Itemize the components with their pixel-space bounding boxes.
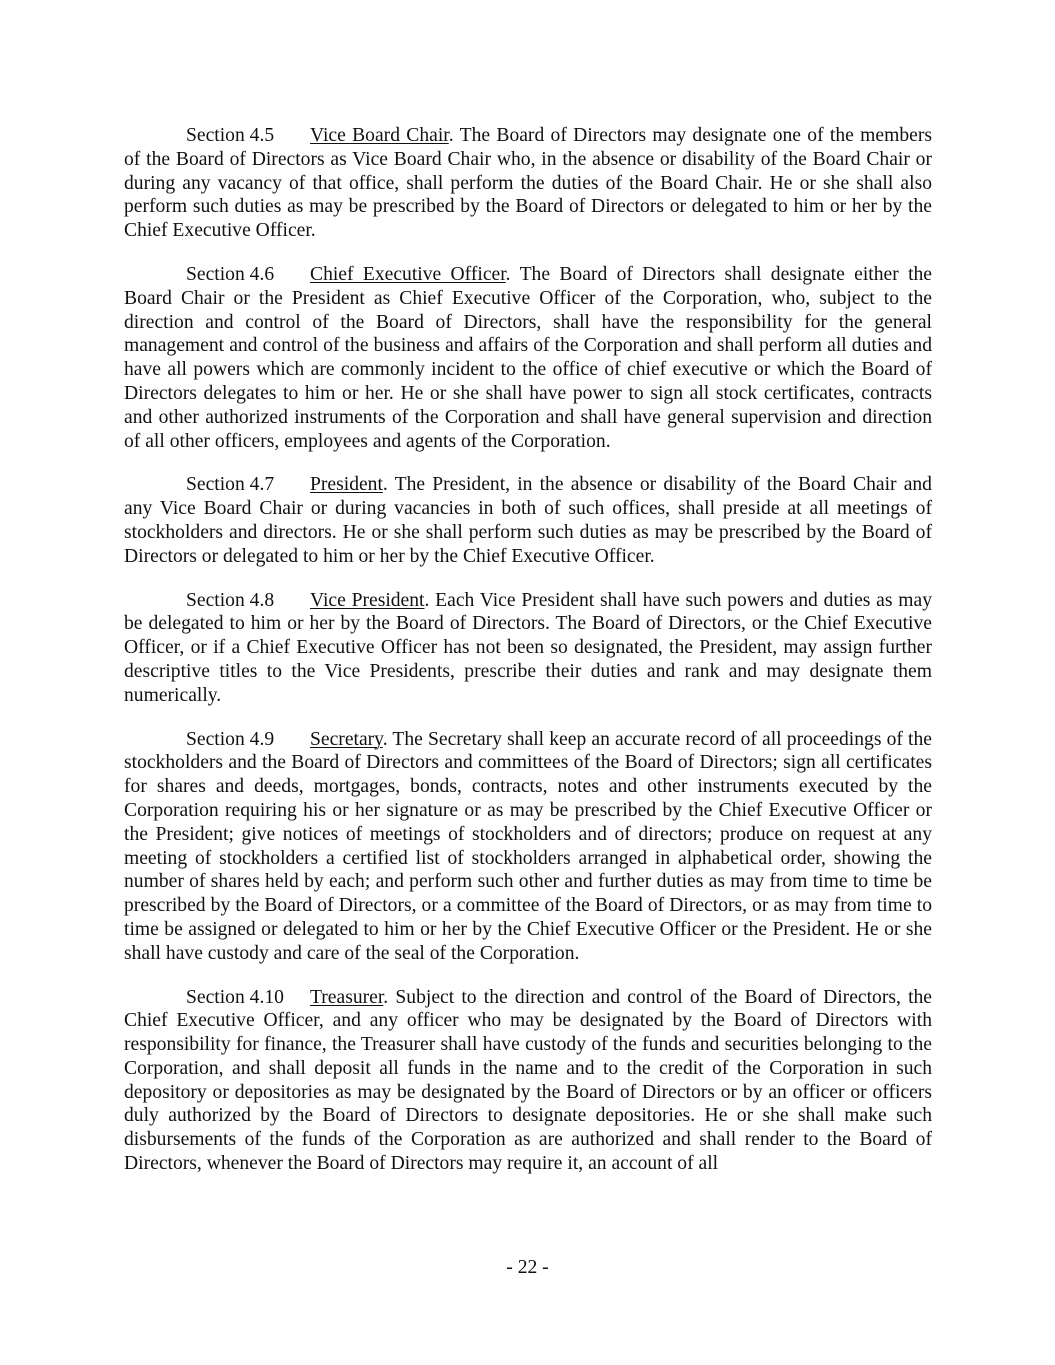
- section-4-5: Section 4.5 Vice Board Chair. The Board of Directors may designate one of the members of the Board of Directors as Vice Board Chair who, in the absence or disability of the Board Chair or during any vacancy of that office, shall perform the duties of the Board Chair. He or she shall also perform such duties as may be prescribed by the Board of Directors or delegated to him or her by the Chief Executive Officer.: [124, 125, 932, 242]
- section-title: Vice President: [310, 589, 425, 611]
- section-4-8: Section 4.8 Vice President. Each Vice President shall have such powers and duties as may be delegated to him or her by the Board of Directors. The Board of Directors, or the Chief Executive Officer, or if a Chief Executive Officer has not been so designated, the President, may assign further descriptive titles to the Vice Presidents, prescribe their duties and rank and may designate them numerically.: [124, 589, 932, 706]
- document-page: [124, 124, 932, 1196]
- section-title: Treasurer: [310, 986, 384, 1008]
- section-number: Section 4.7: [186, 474, 275, 496]
- section-4-10: Section 4.10 Treasurer. Subject to the direction and control of the Board of Directors, the Chief Executive Officer, and any officer who may be designated by the Board of Directors with responsibility for finance, the Treasurer shall have custody of the funds and securities belonging to the Corporation, and shall deposit all funds in the name and to the credit of the Corporation in such depository or depositories as may be designated by the Board of Directors or by an officer or officers duly authorized by the Board of Directors to designate depositories. He or she shall make such disbursements of the funds of the Corporation as are authorized and shall render to the Board of Directors, whenever the Board of Directors may require it, an account of all: [124, 986, 933, 1175]
- section-body: The Board of Directors shall designate either the Board Chair or the President as Chief Executive Officer of the Corporation, who, subject to the direction and control of the Board of Directors, shall have the responsibility for the general management and control of the business and affairs of the Corporation and shall perform all duties and have all powers which are commonly incident to the office of chief executive or which the Board of Directors delegates to him or her. He or she shall have power to sign all stock certificates, contracts and other authorized instruments of the Corporation and shall have general supervision and direction of all other officers, employees and agents of the Corporation.: [124, 263, 933, 452]
- section-body: The Board of Directors may designate one of the members of the Board of Directors as Vice Board Chair who, in the absence or disability of the Board Chair or during any vacancy of that office, shall perform the duties of the Board Chair. He or she shall also perform such duties as may be prescribed by the Board of Directors or delegated to him or her by the Chief Executive Officer.: [124, 125, 932, 242]
- section-number: Section 4.5: [186, 125, 275, 146]
- section-number: Section 4.6: [186, 263, 275, 285]
- section-body: The Secretary shall keep an accurate record of all proceedings of the stockholders and the Board of Directors and committees of the Board of Directors; sign all certificates for shares and deeds, mortgages, bonds, contracts, notes and other instruments executed by the Corporation requiring his or her signature or as may be prescribed by the Chief Executive Officer or the President; give notices of meetings of stockholders and of directors; produce on request at any meeting of stockholders a certified list of stockholders arranged in alphabetical order, showing the number of shares held by each; and perform such other and further duties as may from time to time be prescribed by the Board of Directors, or a committee of the Board of Directors, or as may from time to time be assigned or delegated to him or her by the Chief Executive Officer or the President. He or she shall have custody and care of the seal of the Corporation.: [124, 728, 932, 964]
- section-body: The President, in the absence or disability of the Board Chair and any Vice Board Chair or during vacancies in both of such offices, shall preside at all meetings of stockholders and directors. He or she shall perform such duties as may be prescribed by the Board of Directors or delegated to him or her by the Chief Executive Officer.: [124, 474, 932, 567]
- section-title: Chief Executive Officer: [310, 263, 506, 285]
- section-4-9: Section 4.9 Secretary. The Secretary shall keep an accurate record of all proceedings of the stockholders and the Board of Directors and committees of the Board of Directors; sign all certificates for shares and deeds, mortgages, bonds, contracts, notes and other instruments executed by the Corporation requiring his or her signature or as may be prescribed by the Chief Executive Officer or the President; give notices of meetings of stockholders and of directors; produce on request at any meeting of stockholders a certified list of stockholders arranged in alphabetical order, showing the number of shares held by each; and perform such other and further duties as may from time to time be prescribed by the Board of Directors, or a committee of the Board of Directors, or as may from time to time be assigned or delegated to him or her by the Chief Executive Officer or the President. He or she shall have custody and care of the seal of the Corporation.: [124, 728, 932, 964]
- section-4-6: Section 4.6 Chief Executive Officer. The Board of Directors shall designate either the Board Chair or the President as Chief Executive Officer of the Corporation, who, subject to the direction and control of the Board of Directors, shall have the responsibility for the general management and control of the business and affairs of the Corporation and shall perform all duties and have all powers which are commonly incident to the office of chief executive or which the Board of Directors delegates to him or her. He or she shall have power to sign all stock certificates, contracts and other authorized instruments of the Corporation and shall have general supervision and direction of all other officers, employees and agents of the Corporation.: [124, 263, 933, 452]
- section-title: Secretary: [310, 728, 383, 750]
- section-title: Vice Board Chair: [310, 125, 449, 146]
- section-body: Subject to the direction and control of the Board of Directors, the Chief Executive Officer, and any officer who may be designated by the Board of Directors with responsibility for finance, the Treasurer shall have custody of the funds and securities belonging to the Corporation, and shall deposit all funds in the name and to the credit of the Corporation in such depository or depositories as may be designated by the Board of Directors or by an officer or officers duly authorized by the Board of Directors to designate depositories. He or she shall make such disbursements of the funds of the Corporation as are authorized and shall render to the Board of Directors, whenever the Board of Directors may require it, an account of all: [124, 986, 933, 1175]
- section-number: Section 4.10: [186, 986, 284, 1008]
- section-title: President: [310, 474, 383, 496]
- section-number: Section 4.9: [186, 728, 275, 750]
- page-number: - 22 -: [506, 1257, 549, 1278]
- section-number: Section 4.8: [186, 589, 275, 611]
- section-4-7: Section 4.7 President. The President, in the absence or disability of the Board Chair and any Vice Board Chair or during vacancies in both of such offices, shall preside at all meetings of stockholders and directors. He or she shall perform such duties as may be prescribed by the Board of Directors or delegated to him or her by the Chief Executive Officer.: [124, 474, 932, 567]
- section-body: Each Vice President shall have such powers and duties as may be delegated to him or her by the Board of Directors. The Board of Directors, or the Chief Executive Officer, or if a Chief Executive Officer has not been so designated, the President, may assign further descriptive titles to the Vice Presidents, prescribe their duties and rank and may designate them numerically.: [124, 589, 932, 706]
